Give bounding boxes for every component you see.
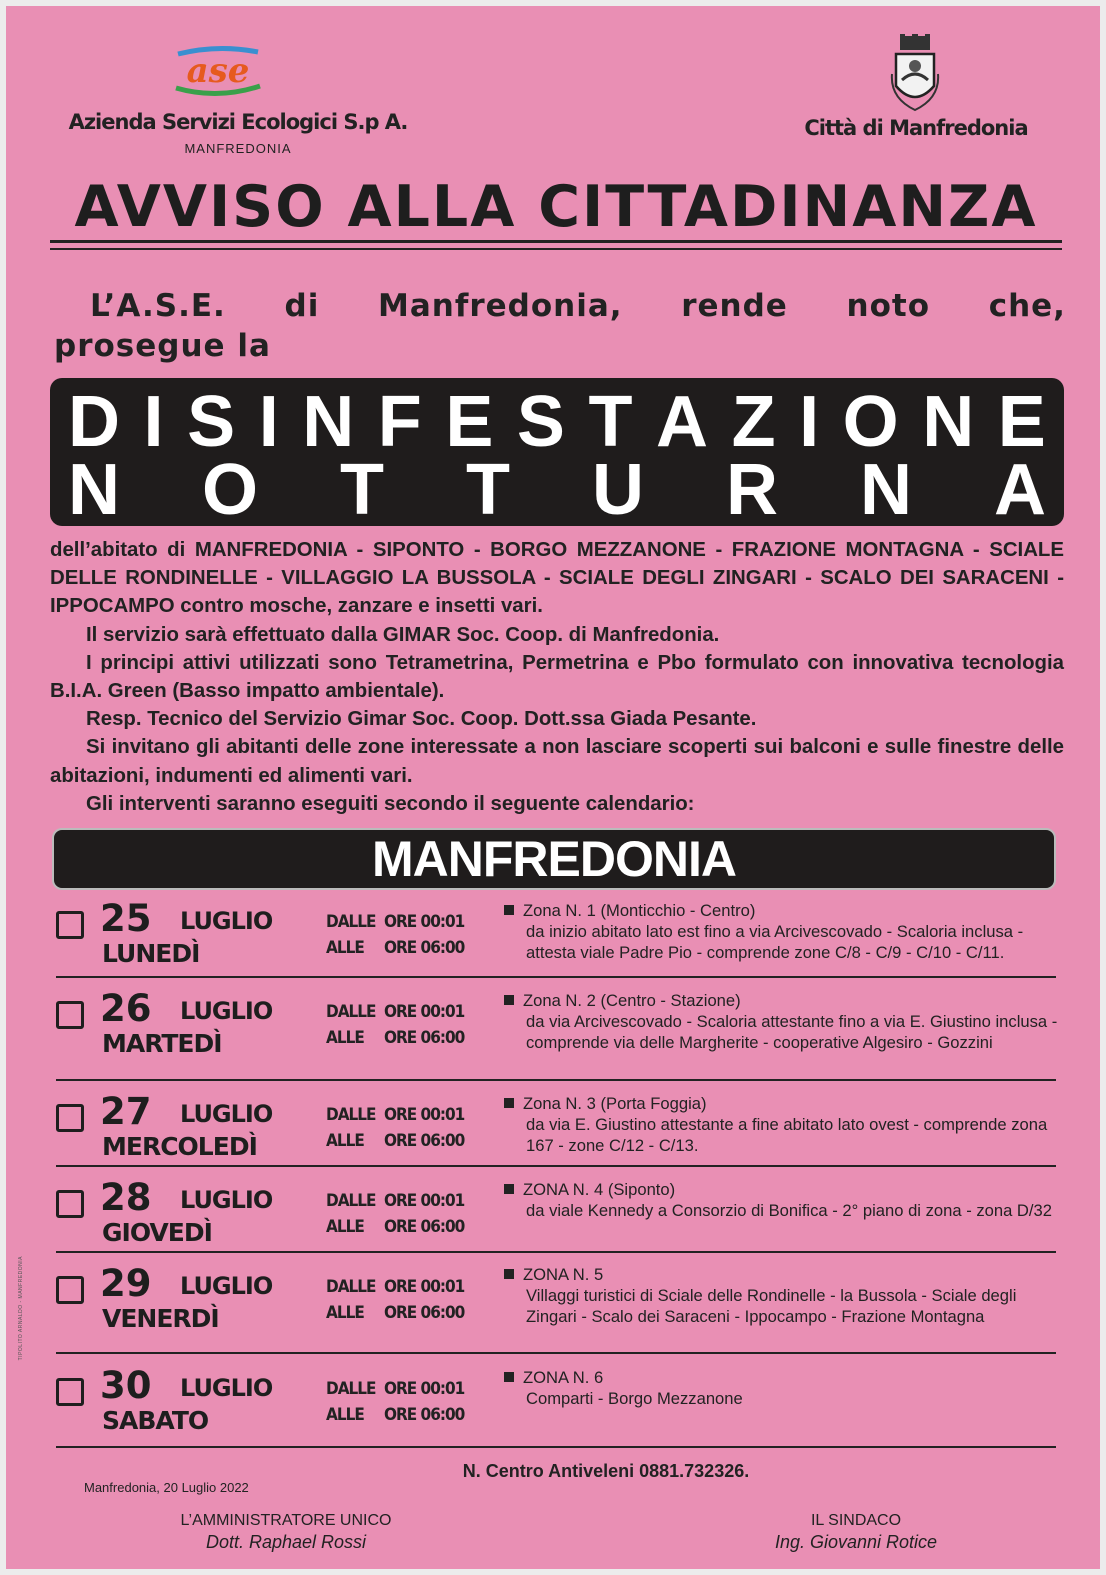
time-to-label: ALLE [326, 1405, 364, 1425]
banner-letter: A [993, 450, 1046, 530]
schedule-separator [56, 1079, 1056, 1081]
date-place: Manfredonia, 20 Luglio 2022 [84, 1480, 249, 1495]
disinfestazione-banner [50, 378, 1064, 530]
time-to-label: ALLE [326, 1131, 364, 1151]
schedule-weekday: MARTEDÌ [102, 1029, 222, 1058]
schedule-day-number: 25 [100, 897, 152, 940]
intro-line-1 [54, 286, 1066, 326]
poison-center-number: N. Centro Antiveleni 0881.732326. [462, 1461, 750, 1481]
schedule-zone [504, 1094, 1064, 1156]
schedule-separator [56, 976, 1056, 978]
checkbox-icon [56, 911, 84, 939]
banner-letter: N [859, 450, 912, 530]
intro-text [54, 286, 1066, 366]
banner-letter: R [725, 450, 778, 530]
schedule-times [326, 1376, 464, 1428]
time-to-label: ALLE [326, 1028, 364, 1048]
checkbox-icon [56, 1190, 84, 1218]
time-from: ORE 00:01 [384, 1277, 465, 1297]
time-from-label: DALLE [326, 1379, 376, 1399]
banner-letter: N [68, 450, 120, 530]
banner-letter: I [143, 382, 164, 462]
city-crest-icon [888, 34, 942, 112]
intro-word: noto [846, 288, 930, 324]
intro-line-2: prosegue la [54, 328, 271, 364]
time-from-label: DALLE [326, 1277, 376, 1297]
banner-letter: F [377, 382, 422, 462]
schedule-day-number: 27 [100, 1090, 152, 1133]
banner-letter: E [997, 382, 1046, 462]
mayor-role: IL SINDACO [810, 1512, 902, 1529]
body-areas-paragraph: dell’abitato di MANFREDONIA - SIPONTO - BORGO MEZZANONE - FRAZIONE MONTAGNA - SCIALE DELLE RONDINELLE - VILLAGGIO LA BUSSOLA - SCIALE DEGLI ZINGARI - SCALO DEI SARACENI - IPPOCAMPO contro mosche, zanzare e insetti vari. [50, 539, 1064, 618]
zone-title: ZONA N. 6 [523, 1368, 604, 1387]
notice-title: AVVISO ALLA CITTADINANZA [74, 174, 1038, 240]
notice-body [50, 536, 1064, 818]
zone-title: ZONA N. 4 (Siponto) [523, 1180, 676, 1199]
schedule-day-number: 26 [100, 987, 152, 1030]
ase-company-city: MANFREDONIA [184, 141, 292, 156]
schedule-day-number: 28 [100, 1176, 152, 1219]
banner-letter: I [799, 382, 820, 462]
banner-letter: Z [731, 382, 776, 462]
bullet-icon [504, 905, 514, 915]
banner-letter: U [591, 450, 644, 530]
schedule-zone [504, 991, 1064, 1053]
intro-word: Manfredonia, [378, 288, 623, 324]
zone-title: ZONA N. 5 [523, 1265, 604, 1284]
title-underline-double [50, 248, 1062, 250]
banner-letter: N [302, 382, 355, 462]
zone-description: da via E. Giustino attestante a fine abitato lato ovest - comprende zona 167 - zone C/12 - C/13. [526, 1114, 1048, 1155]
zone-description: da inizio abitato lato est fino a via Arcivescovado - Scaloria inclusa - attesta viale Padre Pio - comprende zone C/8 - C/9 - C/10 - C/11. [526, 921, 1024, 962]
schedule-separator [56, 1446, 1056, 1448]
schedule-day-number: 29 [100, 1262, 152, 1305]
schedule-times [326, 909, 464, 961]
body-ingredients-paragraph: I principi attivi utilizzati sono Tetrametrina, Permetrina e Pbo formulato con innovativa tecnologia B.I.A. Green (Basso impatto ambientale). [50, 651, 1064, 703]
banner-letter: O [842, 382, 899, 462]
banner-letter: I [258, 382, 279, 462]
time-to-label: ALLE [326, 938, 364, 958]
banner-letter: D [68, 382, 120, 462]
checkbox-icon [56, 1001, 84, 1029]
body-responsible-paragraph: Resp. Tecnico del Servizio Gimar Soc. Coop. Dott.ssa Giada Pesante. [86, 708, 757, 731]
city-name: Città di Manfredonia [804, 116, 1028, 140]
banner-letter: T [340, 450, 384, 530]
time-to: ORE 06:00 [384, 1131, 465, 1151]
schedule-times [326, 999, 464, 1051]
schedule-weekday: LUNEDÌ [102, 939, 200, 968]
schedule-zone [504, 1180, 1064, 1222]
intro-word: di [284, 288, 320, 324]
time-from-label: DALLE [326, 1191, 376, 1211]
schedule-month: LUGLIO [180, 907, 273, 935]
schedule-times [326, 1102, 464, 1154]
schedule-weekday: GIOVEDÌ [102, 1218, 212, 1247]
schedule-weekday: MERCOLEDÌ [102, 1132, 257, 1161]
time-from: ORE 00:01 [384, 1105, 465, 1125]
schedule-times [326, 1188, 464, 1240]
zone-description: Comparti - Borgo Mezzanone [526, 1388, 743, 1408]
body-calendar-intro: Gli interventi saranno eseguiti secondo il seguente calendario: [86, 792, 695, 815]
intro-word: rende [681, 288, 788, 324]
schedule-day-number: 30 [100, 1364, 152, 1407]
banner-row-1 [68, 382, 1046, 462]
time-to: ORE 06:00 [384, 1405, 465, 1425]
schedule-month: LUGLIO [180, 1272, 273, 1300]
schedule-month: LUGLIO [180, 997, 273, 1025]
checkbox-icon [56, 1104, 84, 1132]
time-from-label: DALLE [326, 912, 376, 932]
time-to: ORE 06:00 [384, 1028, 465, 1048]
checkbox-icon [56, 1276, 84, 1304]
time-to: ORE 06:00 [384, 938, 465, 958]
zone-title: Zona N. 1 (Monticchio - Centro) [523, 901, 756, 920]
mayor-name: Ing. Giovanni Rotice [774, 1532, 938, 1552]
banner-letter: O [202, 450, 259, 530]
banner-letter: E [445, 382, 494, 462]
schedule-zone [504, 901, 1064, 963]
section-title-bar: MANFREDONIA [52, 828, 1056, 890]
time-to-label: ALLE [326, 1303, 364, 1323]
time-from: ORE 00:01 [384, 1191, 465, 1211]
title-underline [50, 240, 1062, 243]
intro-word: che, [988, 288, 1066, 324]
time-to: ORE 06:00 [384, 1303, 465, 1323]
schedule-zone [504, 1265, 1064, 1327]
time-from-label: DALLE [326, 1002, 376, 1022]
zone-description: Villaggi turistici di Sciale delle Rondinelle - la Bussola - Sciale degli Zingari - Scalo dei Saraceni - Ippocampo - Frazione Montagna [526, 1285, 1017, 1326]
schedule-separator [56, 1165, 1056, 1167]
schedule-month: LUGLIO [180, 1100, 273, 1128]
zone-description: da viale Kennedy a Consorzio di Bonifica - 2° piano di zona - zona D/32 [526, 1200, 1052, 1220]
zone-title: Zona N. 3 (Porta Foggia) [523, 1094, 707, 1113]
bullet-icon [504, 1098, 514, 1108]
zone-description: da via Arcivescovado - Scaloria attestante fino a via E. Giustino inclusa - comprende via delle Margherite - cooperative Algesiro - Gozzini [526, 1011, 1058, 1052]
banner-letter: A [656, 382, 709, 462]
time-from-label: DALLE [326, 1105, 376, 1125]
time-from: ORE 00:01 [384, 912, 465, 932]
banner-letter: T [466, 450, 510, 530]
time-from: ORE 00:01 [384, 1002, 465, 1022]
banner-letter: S [187, 382, 236, 462]
schedule-times [326, 1274, 464, 1326]
time-to: ORE 06:00 [384, 1217, 465, 1237]
administrator-name: Dott. Raphael Rossi [205, 1532, 367, 1552]
ase-logo [172, 42, 264, 100]
ase-company-name: Azienda Servizi Ecologici S.p A. [68, 110, 408, 134]
banner-letter: T [588, 382, 633, 462]
time-from: ORE 00:01 [384, 1379, 465, 1399]
schedule-weekday: SABATO [102, 1406, 209, 1435]
schedule-month: LUGLIO [180, 1186, 273, 1214]
schedule-separator [56, 1251, 1056, 1253]
intro-word: L’A.S.E. [90, 288, 226, 324]
time-to-label: ALLE [326, 1217, 364, 1237]
schedule-weekday: VENERDÌ [102, 1304, 219, 1333]
zone-title: Zona N. 2 (Centro - Stazione) [523, 991, 741, 1010]
banner-row-2 [68, 450, 1046, 530]
notice-poster [6, 6, 1100, 1569]
body-service-paragraph: Il servizio sarà effettuato dalla GIMAR Soc. Coop. di Manfredonia. [86, 623, 720, 646]
schedule-separator [56, 1352, 1056, 1354]
checkbox-icon [56, 1378, 84, 1406]
bullet-icon [504, 1184, 514, 1194]
banner-letter: N [922, 382, 975, 462]
ase-logo-text: ase [186, 51, 250, 91]
schedule-month: LUGLIO [180, 1374, 273, 1402]
administrator-role: L’AMMINISTRATORE UNICO [180, 1512, 392, 1529]
body-warning-paragraph: Si invitano gli abitanti delle zone interessate a non lasciare scoperti sui balconi e sulle finestre delle abitazioni, indumenti ed alimenti vari. [50, 736, 1064, 787]
bullet-icon [504, 995, 514, 1005]
bullet-icon [504, 1269, 514, 1279]
banner-letter: S [516, 382, 565, 462]
schedule-zone [504, 1368, 1064, 1410]
printer-credit: TIPOLITO ARNALDO - MANFREDONIA [18, 1256, 24, 1361]
bullet-icon [504, 1372, 514, 1382]
